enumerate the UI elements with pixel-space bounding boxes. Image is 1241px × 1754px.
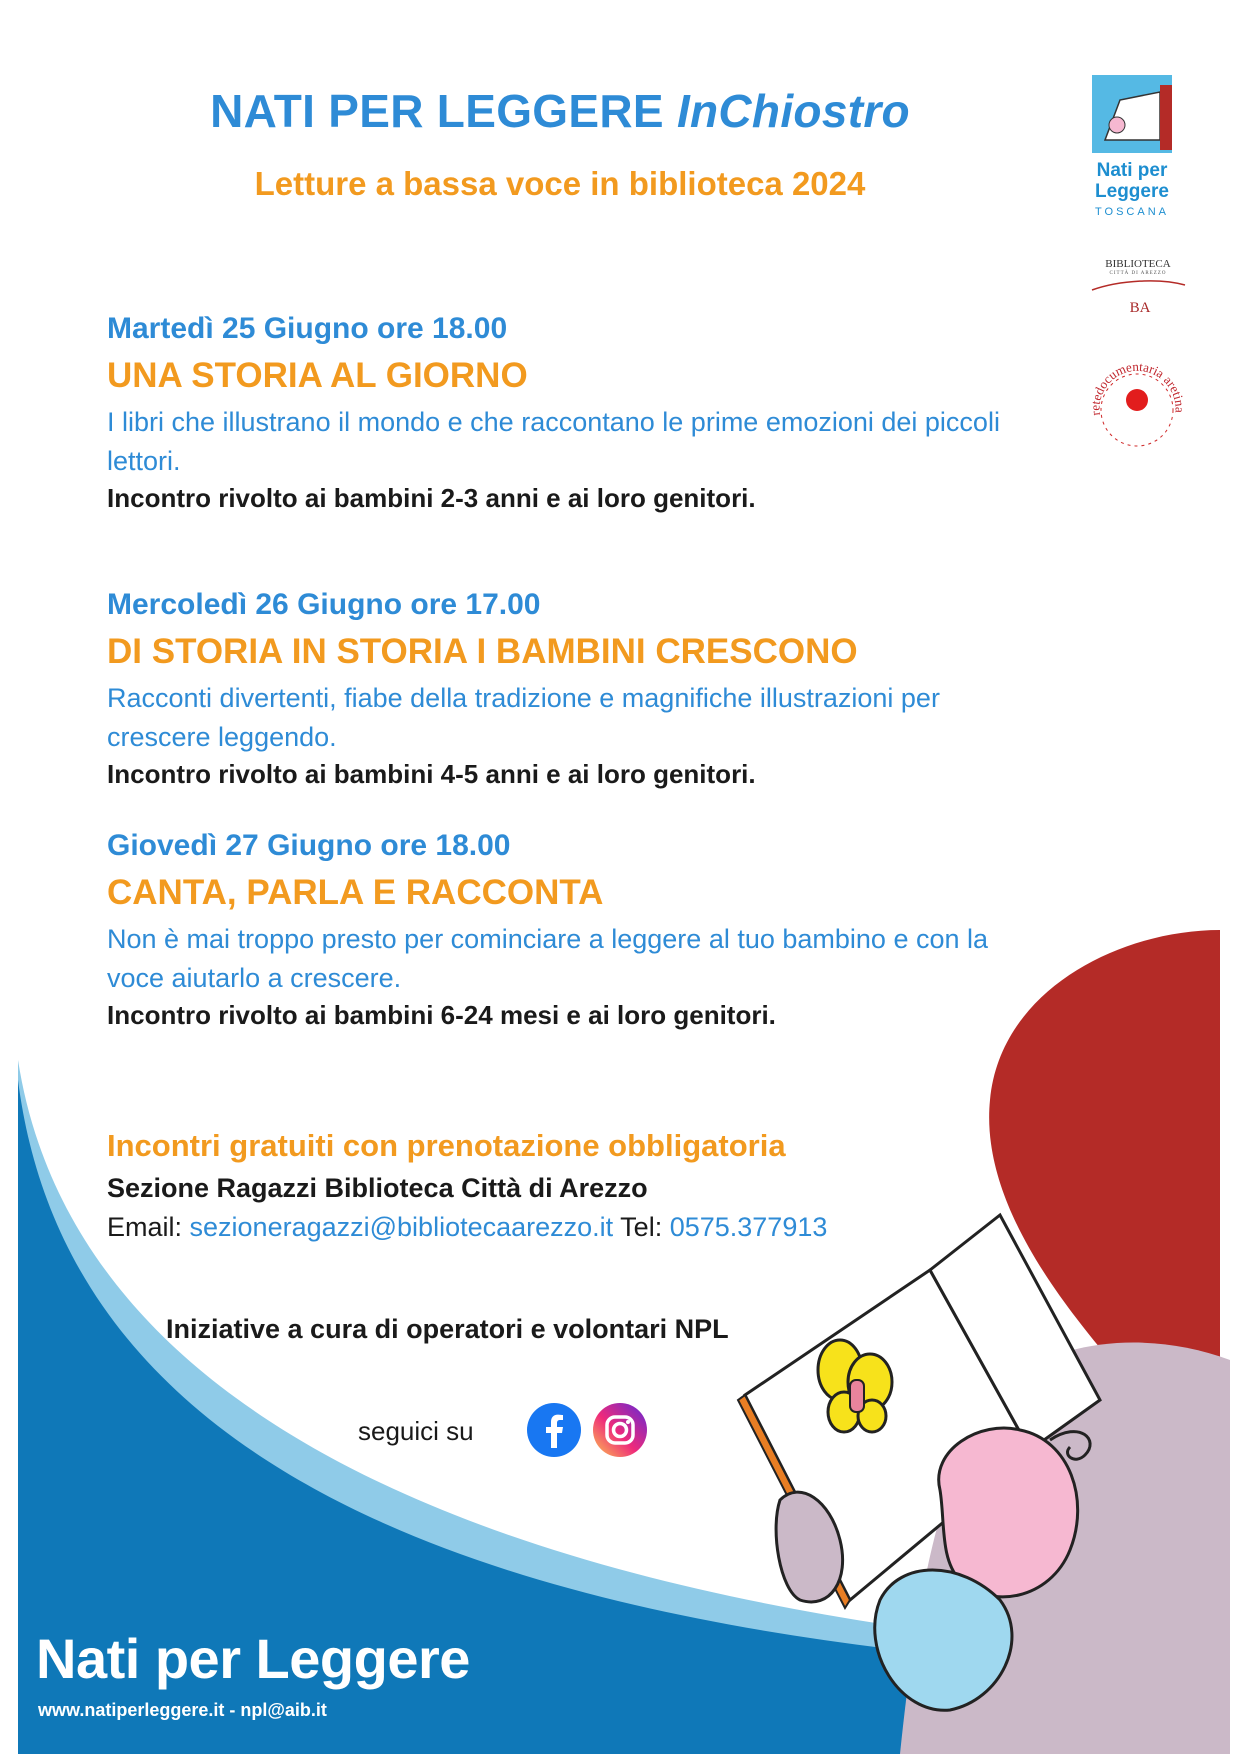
email-link[interactable]: sezioneragazzi@bibliotecaarezzo.it — [189, 1212, 614, 1242]
tel-link[interactable]: 0575.377913 — [669, 1212, 828, 1242]
footer-brand: Nati per Leggere — [36, 1627, 470, 1690]
event-1-description: I libri che illustrano il mondo e che raccontano le prime emozioni dei piccoli lettori. — [107, 407, 1000, 476]
event-3-date: Giovedì 27 Giugno ore 18.00 — [107, 829, 511, 862]
instagram-icon[interactable] — [592, 1402, 648, 1458]
title-italic: InChiostro — [676, 85, 910, 137]
npl-logo-line2: Leggere — [1095, 181, 1169, 202]
svg-text:retedocumentaria aretina — [1087, 359, 1187, 417]
rete-logo-ring-text: retedocumentaria aretina — [1087, 358, 1188, 417]
title-main: NATI PER LEGGERE — [210, 85, 664, 137]
event-2-title: DI STORIA IN STORIA I BAMBINI CRESCONO — [107, 632, 858, 671]
tel-label: Tel: — [613, 1212, 670, 1242]
biblioteca-logo-name: BIBLIOTECA — [1105, 258, 1171, 270]
event-1-audience: Incontro rivolto ai bambini 2-3 anni e ai loro genitori. — [107, 483, 756, 513]
facebook-icon[interactable] — [526, 1402, 582, 1458]
event-2-audience: Incontro rivolto ai bambini 4-5 anni e ai loro genitori. — [107, 759, 756, 789]
booking-section: Sezione Ragazzi Biblioteca Città di Arezzo — [107, 1173, 648, 1203]
event-3-description: Non è mai troppo presto per cominciare a leggere al tuo bambino e con la voce aiutarlo a crescere. — [107, 924, 989, 993]
event-3-title: CANTA, PARLA E RACCONTA — [107, 873, 604, 912]
biblioteca-logo-monogram: BA — [1129, 300, 1151, 316]
initiative-text: Iniziative a cura di operatori e volontari NPL — [166, 1314, 729, 1344]
page-title — [0, 84, 1120, 138]
event-3-audience: Incontro rivolto ai bambini 6-24 mesi e ai loro genitori. — [107, 1000, 776, 1030]
baby-head — [939, 1428, 1078, 1597]
event-2-date: Mercoledì 26 Giugno ore 17.00 — [107, 588, 541, 621]
follow-label: seguici su — [358, 1416, 474, 1446]
page-subtitle: Letture a bassa voce in biblioteca 2024 — [254, 165, 866, 202]
biblioteca-swoosh — [1092, 281, 1185, 290]
rete-documentaria-logo — [1080, 355, 1195, 465]
contact-line — [107, 1212, 827, 1243]
footer-url[interactable]: www.natiperleggere.it - npl@aib.it — [38, 1700, 327, 1720]
email-label: Email: — [107, 1212, 190, 1242]
npl-logo-region: TOSCANA — [1095, 206, 1169, 218]
booking-headline: Incontri gratuiti con prenotazione obbligatoria — [107, 1128, 786, 1163]
event-1-date: Martedì 25 Giugno ore 18.00 — [107, 312, 508, 345]
npl-toscana-logo — [1090, 160, 1174, 202]
biblioteca-logo-sub: CITTÀ DI AREZZO — [1109, 271, 1167, 276]
event-1-title: UNA STORIA AL GIORNO — [107, 356, 528, 395]
event-2-description: Racconti divertenti, fiabe della tradizione e magnifiche illustrazioni per crescere leggendo. — [107, 683, 940, 752]
npl-logo-line1: Nati per — [1096, 160, 1168, 181]
